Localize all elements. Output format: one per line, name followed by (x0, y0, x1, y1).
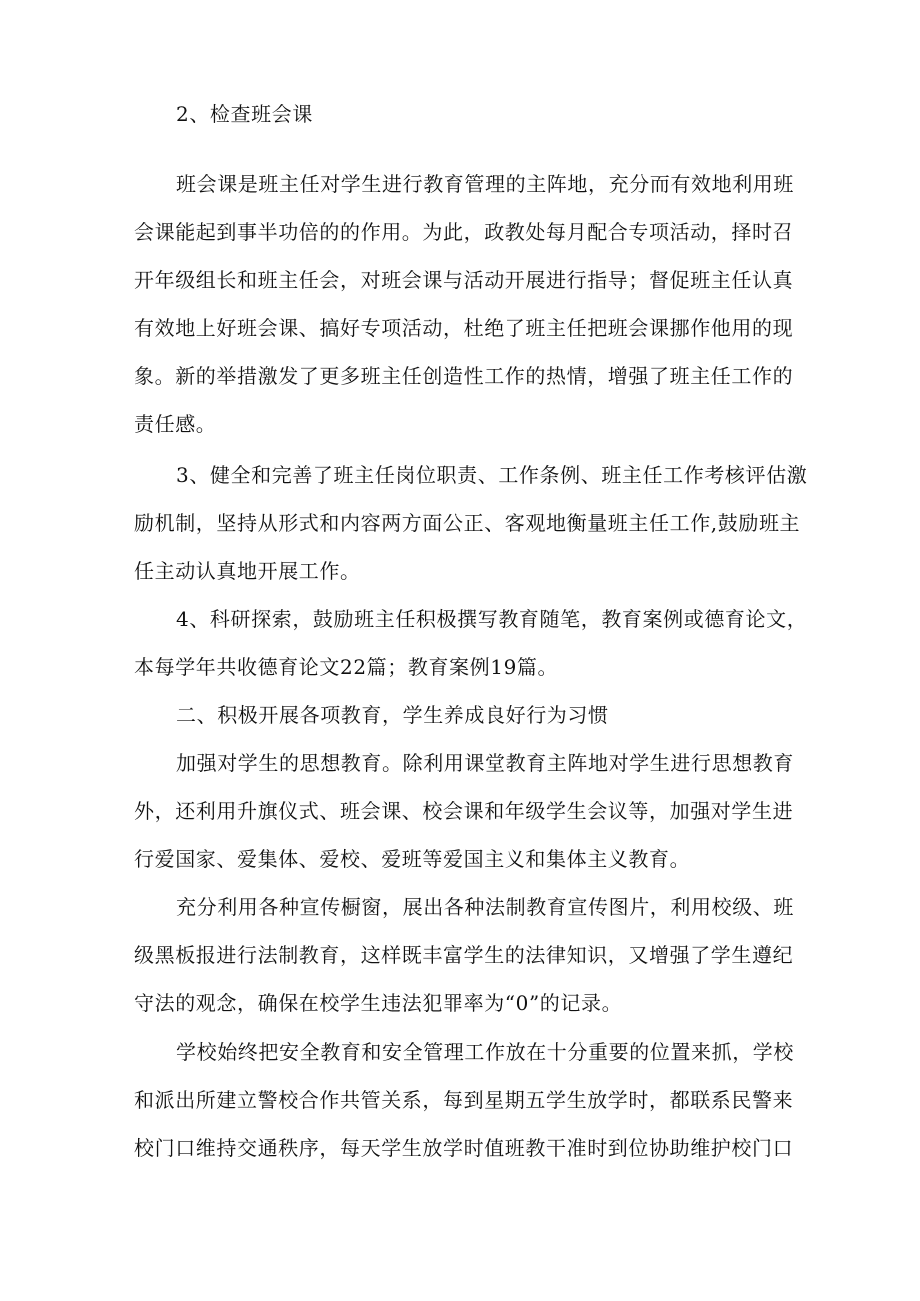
paragraph-line: 本每学年共收德育论文22篇；教育案例19篇。 (134, 655, 559, 679)
paragraph-line: 3、健全和完善了班主任岗位职责、工作条例、班主任工作考核评估激 (176, 463, 808, 487)
heading-check-class-meeting: 2、检查班会课 (176, 102, 313, 126)
paragraph-line: 会课能起到事半功倍的的作用。为此，政教处每月配合专项活动，择时召 (134, 220, 794, 244)
paragraph-line: 4、科研探索，鼓励班主任积极撰写教育随笔，教育案例或德育论文， (176, 607, 808, 631)
paragraph-line: 校门口维持交通秩序，每天学生放学时值班教干准时到位协助维护校门口 (134, 1136, 794, 1160)
paragraph-line: 象。新的举措激发了更多班主任创造性工作的热情，增强了班主任工作的 (134, 364, 794, 388)
section-heading: 二、积极开展各项教育，学生养成良好行为习惯 (176, 703, 609, 727)
paragraph-line: 加强对学生的思想教育。除利用课堂教育主阵地对学生进行思想教育 (176, 751, 794, 775)
paragraph-line: 级黑板报进行法制教育，这样既丰富学生的法律知识，又增强了学生遵纪 (134, 943, 794, 967)
paragraph-line: 开年级组长和班主任会，对班会课与活动开展进行指导；督促班主任认真 (134, 268, 794, 292)
paragraph-line: 充分利用各种宣传橱窗，展出各种法制教育宣传图片，利用校级、班 (176, 895, 794, 919)
paragraph-line: 守法的观念，确保在校学生违法犯罪率为“0”的记录。 (134, 991, 623, 1015)
paragraph-line: 班会课是班主任对学生进行教育管理的主阵地，充分而有效地利用班 (176, 172, 794, 196)
paragraph-line: 学校始终把安全教育和安全管理工作放在十分重要的位置来抓，学校 (176, 1040, 794, 1064)
paragraph-line: 责任感。 (134, 412, 217, 436)
paragraph-line: 励机制，坚持从形式和内容两方面公正、客观地衡量班主任工作,鼓励班主 (134, 511, 801, 535)
paragraph-line: 行爱国家、爱集体、爱校、爱班等爱国主义和集体主义教育。 (134, 847, 691, 871)
paragraph-line: 和派出所建立警校合作共管关系，每到星期五学生放学时，都联系民警来 (134, 1088, 794, 1112)
paragraph-line: 任主动认真地开展工作。 (134, 559, 361, 583)
paragraph-line: 有效地上好班会课、搞好专项活动，杜绝了班主任把班会课挪作他用的现 (134, 316, 794, 340)
paragraph-line: 外，还利用升旗仪式、班会课、校会课和年级学生会议等，加强对学生进 (134, 799, 794, 823)
